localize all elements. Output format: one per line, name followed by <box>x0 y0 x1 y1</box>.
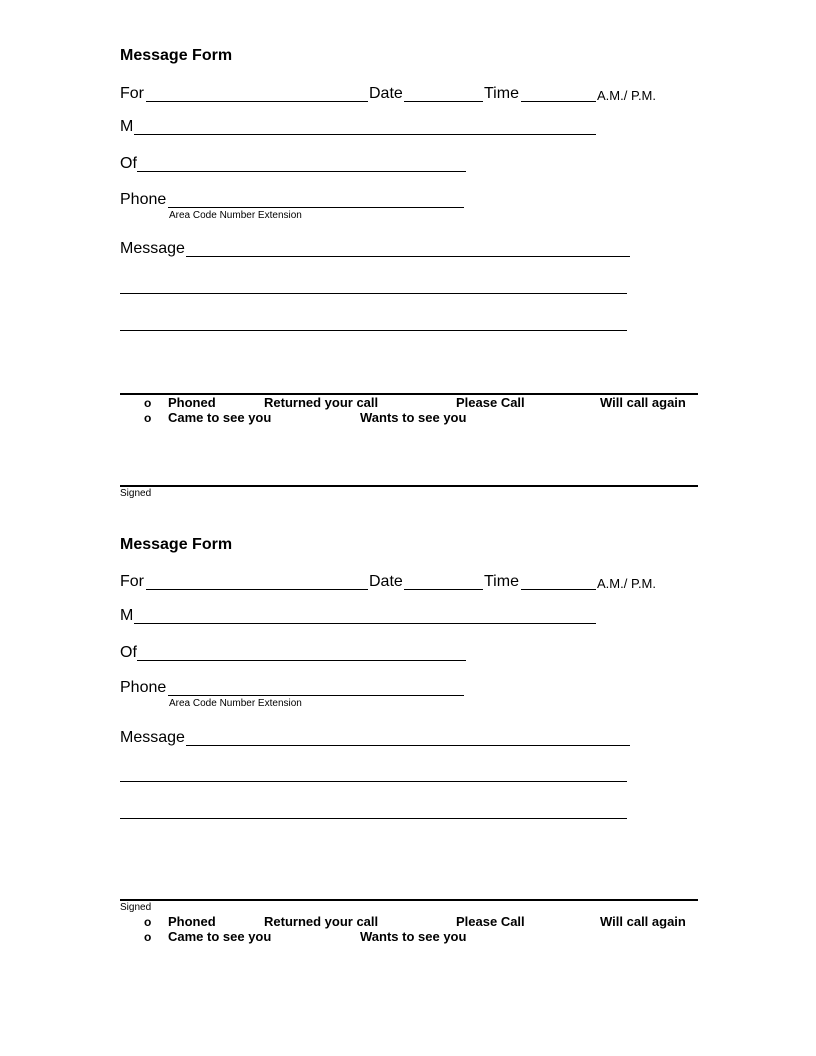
m-label: M <box>120 118 134 135</box>
option-returned-call[interactable]: Returned your call <box>264 914 379 929</box>
of-label: Of <box>120 644 137 661</box>
for-label: For <box>120 573 144 590</box>
signature-line[interactable] <box>120 899 698 901</box>
message-field-line-3[interactable] <box>120 818 627 819</box>
date-field[interactable] <box>404 589 483 590</box>
of-field[interactable] <box>137 660 466 661</box>
date-label: Date <box>369 573 403 590</box>
option-returned-call[interactable]: Returned your call <box>264 395 379 410</box>
for-label: For <box>120 85 144 102</box>
form-title: Message Form <box>120 536 233 553</box>
form-title: Message Form <box>120 47 233 64</box>
option-will-call-again[interactable]: Will call again <box>600 395 686 410</box>
option-will-call-again[interactable]: Will call again <box>600 914 686 929</box>
option-wants-to-see-you[interactable]: Wants to see you <box>360 410 467 425</box>
option-came-to-see-you[interactable]: Came to see you <box>168 929 272 944</box>
time-label: Time <box>484 573 519 590</box>
time-label: Time <box>484 85 519 102</box>
date-label: Date <box>369 85 403 102</box>
option-please-call[interactable]: Please Call <box>456 395 525 410</box>
message-label: Message <box>120 240 185 257</box>
option-wants-to-see-you[interactable]: Wants to see you <box>360 929 467 944</box>
of-label: Of <box>120 155 137 172</box>
for-field[interactable] <box>146 589 368 590</box>
ampm-label: A.M./ P.M. <box>597 88 656 103</box>
time-field[interactable] <box>521 589 596 590</box>
option-please-call[interactable]: Please Call <box>456 914 525 929</box>
option-phoned[interactable]: Phoned <box>168 914 216 929</box>
option-came-to-see-you[interactable]: Came to see you <box>168 410 272 425</box>
phone-hint: Area Code Number Extension <box>169 698 302 709</box>
message-field-line-1[interactable] <box>186 745 630 746</box>
signed-label: Signed <box>120 488 152 499</box>
message-label: Message <box>120 729 185 746</box>
m-label: M <box>120 607 134 624</box>
bullet-1: o <box>144 915 152 929</box>
m-field[interactable] <box>134 623 596 624</box>
phone-label: Phone <box>120 191 167 208</box>
signed-label: Signed <box>120 902 152 913</box>
option-phoned[interactable]: Phoned <box>168 395 216 410</box>
bullet-1: o <box>144 396 152 410</box>
bullet-2: o <box>144 930 152 944</box>
phone-label: Phone <box>120 679 167 696</box>
bullet-2: o <box>144 411 152 425</box>
ampm-label: A.M./ P.M. <box>597 576 656 591</box>
message-field-line-2[interactable] <box>120 781 627 782</box>
phone-hint: Area Code Number Extension <box>169 210 302 221</box>
phone-field[interactable] <box>168 695 464 696</box>
